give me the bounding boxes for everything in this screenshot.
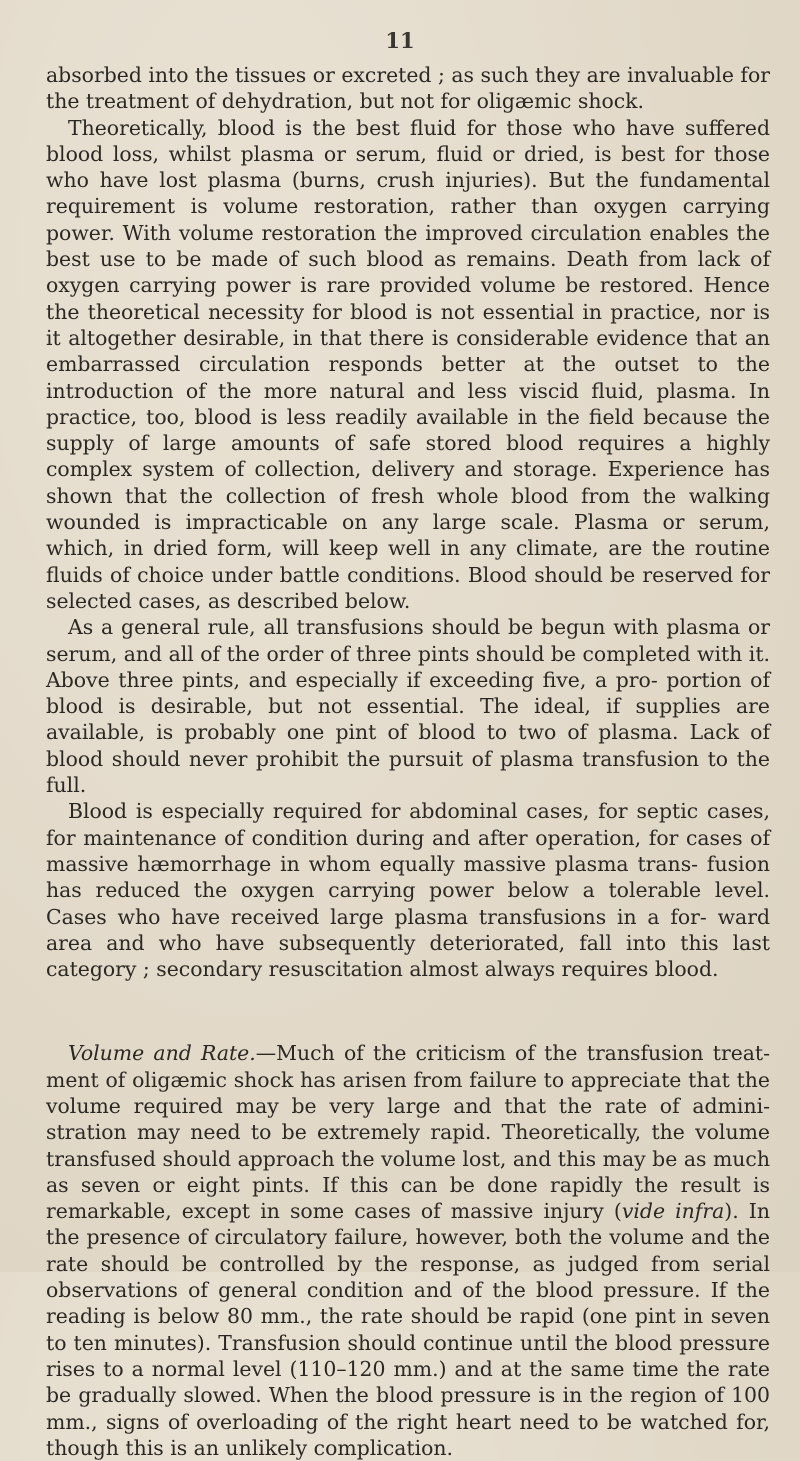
section-heading: Volume and Rate. [68,1041,256,1066]
paragraph-blood-required: Blood is especially required for abdominal cases, for septic cases, for maintenance of condition during and after operation, for cases of massive hæmorrhage in whom equally massive plasma trans- fusion has reduced the oxygen carrying power below a tolerable level. Cases who have received large plasma transfusions in a for- ward area and who have subsequently deteriorated, fall into this last category ; secondary resuscitation almost always requires blood. [46,799,770,982]
page-number: 11 [385,28,415,53]
paragraph-general-rule: As a general rule, all transfusions should be begun with plasma or serum, and all of the order of three pints should be completed with it. Above three pints, and especially if exceeding five, a pro- portion of blood is desirable, but not essential. The ideal, if supplies are available, is probably one pint of blood to two of plasma. Lack of blood should never prohibit the pursuit of plasma transfusion to the full. [46,615,770,798]
paragraph-continuation: absorbed into the tissues or excreted ; as such they are invaluable for the treatment of dehydration, but not for oligæmic shock. [46,63,770,114]
paragraph-blood-vs-plasma: Theoretically, blood is the best fluid for those who have suffered blood loss, whilst plasma or serum, fluid or dried, is best for those who have lost plasma (burns, crush injuries). But the fundamental requirement is volume restoration, rather than oxygen carrying power. With volume restoration the improved circulation enables the best use to be made of such blood as remains. Death from lack of oxygen carrying power is rare provided volume be restored. Hence the theoretical necessity for blood is not essential in practice, nor is it altogether desirable, in that there is considerable evidence that an embarrassed circulation responds better at the outset to the introduction of the more natural and less viscid fluid, plasma. In practice, too, blood is less readily available in the field because the supply of large amounts of safe stored blood requires a highly complex system of collection, delivery and storage. Experience has shown that the collection of fresh whole blood from the walking wounded is impracticable on any large scale. Plasma or serum, which, in dried form, will keep well in any climate, are the routine fluids of choice under battle conditions. Blood should be reserved for selected cases, as described below. [46,115,770,613]
section-body-part-a: —Much of the criticism of the transfusion treat- ment of oligæmic shock has arisen from failure to appreciate that the volume required may be very large and that the rate of admini- stration may need to be extremely rapid. Theoretically, the volume transfused should approach the volume lost, and this may be as much as seven or eight pints. If this can be done rapidly the result is remarkable, except in some cases of massive injury ( [46,1041,771,1224]
section-volume-and-rate [46,1040,770,1461]
section-body-part-b: ). In the presence of circulatory failure, however, both the volume and the rate should be controlled by the response, as judged from serial observations of general condition and of the blood pressure. If the reading is below 80 mm., the rate should be rapid (one pint in seven to ten minutes). Transfusion should continue until the blood pressure rises to a normal level (110–120 mm.) and at the same time the rate be gradually slowed. When the blood pressure is in the region of 100 mm., signs of overloading of the right heart need to be watched for, though this is an unlikely complication. [46,1199,770,1460]
section-vide-reference: vide infra [621,1199,725,1224]
